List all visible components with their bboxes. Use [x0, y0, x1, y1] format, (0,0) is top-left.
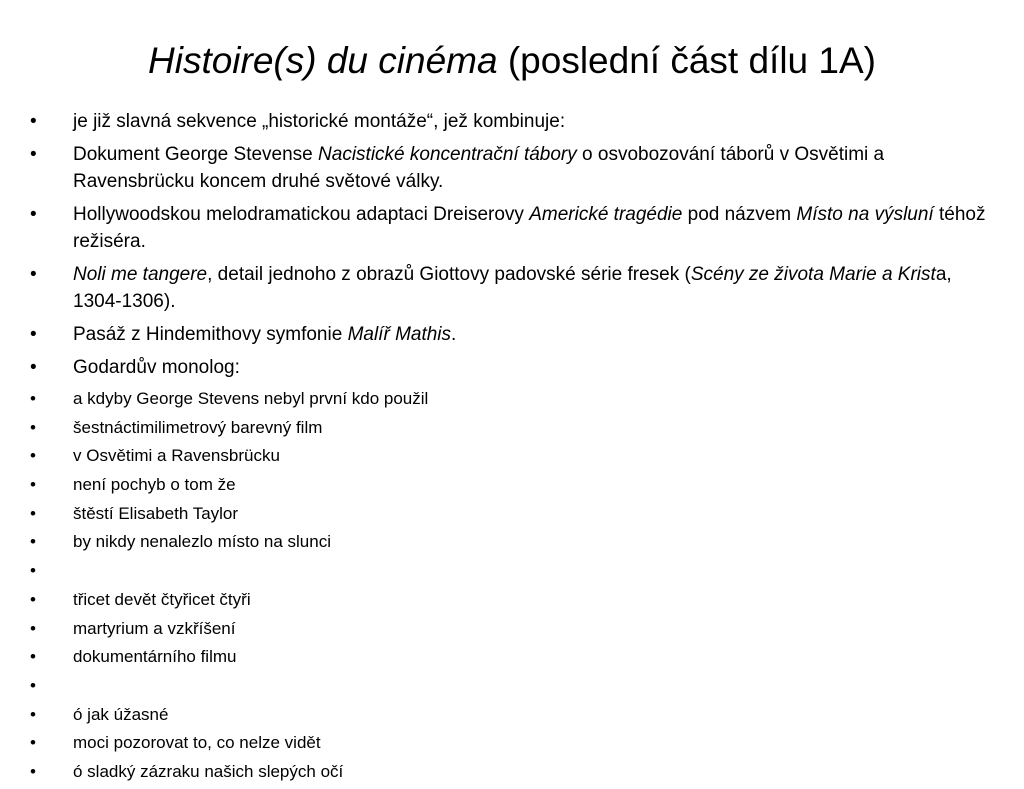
monologue-line [30, 645, 990, 668]
monologue-line [30, 416, 990, 439]
film-title: Místo na výsluní [796, 204, 934, 225]
bullet-text: téhož režiséra. [73, 204, 986, 252]
monologue-line [30, 502, 990, 525]
bullet-item [30, 354, 990, 381]
title-italic: Histoire(s) du cinéma [148, 40, 498, 81]
bullet-dot: • [30, 111, 37, 132]
bullet-list [30, 108, 990, 789]
monologue-line [30, 588, 990, 611]
monologue-text: by nikdy nenalezlo místo na slunci [73, 532, 331, 552]
painting-title: Noli me tangere [73, 264, 208, 285]
bullet-dot: • [30, 264, 37, 285]
monologue-line [30, 559, 990, 582]
monologue-line [30, 444, 990, 467]
bullet-dot: • [30, 389, 36, 408]
monologue-text: martyrium a vzkříšení [73, 618, 236, 638]
bullet-dot: • [30, 446, 36, 466]
bullet-dot: • [30, 675, 36, 695]
bullet-item [30, 261, 990, 315]
monologue-text: štěstí Elisabeth Taylor [73, 503, 239, 523]
bullet-dot: • [30, 704, 36, 724]
bullet-dot: • [30, 647, 36, 667]
bullet-item [30, 108, 990, 135]
bullet-item [30, 321, 990, 348]
bullet-dot: • [30, 561, 36, 581]
bullet-text: Pasáž z Hindemithovy symfonie [73, 324, 348, 345]
bullet-text: Dokument George Stevense [73, 144, 319, 165]
bullet-text: Hollywoodskou melodramatickou adaptaci Dreiserovy [73, 204, 530, 225]
monologue-text: ó sladký zázraku našich slepých očí [73, 761, 344, 781]
title-rest: (poslední část dílu 1A) [497, 40, 876, 81]
monologue-line [30, 530, 990, 553]
series-title: Scény ze života Marie a Krist [690, 264, 936, 285]
book-title: Americké tragédie [529, 204, 683, 225]
monologue-line [30, 473, 990, 496]
monologue-text: v Osvětimi a Ravensbrücku [73, 446, 280, 466]
bullet-text: a, 1304-1306). [73, 264, 952, 312]
monologue-line [30, 617, 990, 640]
monologue-text: šestnáctimilimetrový barevný film [73, 417, 323, 437]
bullet-dot: • [30, 324, 37, 345]
bullet-dot: • [30, 417, 36, 437]
bullet-dot: • [30, 532, 36, 552]
monologue-line [30, 703, 990, 726]
slide-title [0, 36, 1024, 86]
monologue-line [30, 760, 990, 783]
monologue-text: a kdyby George Stevens nebyl první kdo použil [73, 389, 429, 408]
monologue-line [30, 387, 990, 410]
bullet-dot: • [30, 618, 36, 638]
bullet-dot: • [30, 589, 36, 609]
bullet-dot: • [30, 761, 36, 781]
bullet-item [30, 201, 990, 255]
bullet-dot: • [30, 144, 37, 165]
bullet-text: pod názvem [682, 204, 797, 225]
monologue-text: moci pozorovat to, co nelze vidět [73, 733, 321, 753]
bullet-dot: • [30, 204, 37, 225]
bullet-text: , detail jednoho z obrazů Giottovy padovské série fresek ( [207, 264, 691, 285]
monologue-text: ó jak úžasné [73, 704, 169, 724]
bullet-text: . [451, 324, 457, 345]
monologue-text: dokumentárního filmu [73, 647, 237, 667]
bullet-text: Godardův monolog: [73, 357, 240, 378]
bullet-dot: • [30, 357, 37, 378]
bullet-dot: • [30, 475, 36, 495]
monologue-line [30, 731, 990, 754]
bullet-dot: • [30, 503, 36, 523]
bullet-dot: • [30, 733, 36, 753]
bullet-text: o osvobozování táborů v Osvětimi a Ravensbrücku koncem druhé světové války. [73, 144, 885, 192]
bullet-text: je již slavná sekvence „historické montáže“, jež kombinuje: [73, 111, 566, 132]
bullet-item [30, 141, 990, 195]
symphony-title: Malíř Mathis [347, 324, 452, 345]
monologue-text: není pochyb o tom že [73, 475, 236, 495]
monologue-text: třicet devět čtyřicet čtyři [73, 589, 251, 609]
film-title: Nacistické koncentrační tábory [318, 144, 577, 165]
monologue-line [30, 674, 990, 697]
